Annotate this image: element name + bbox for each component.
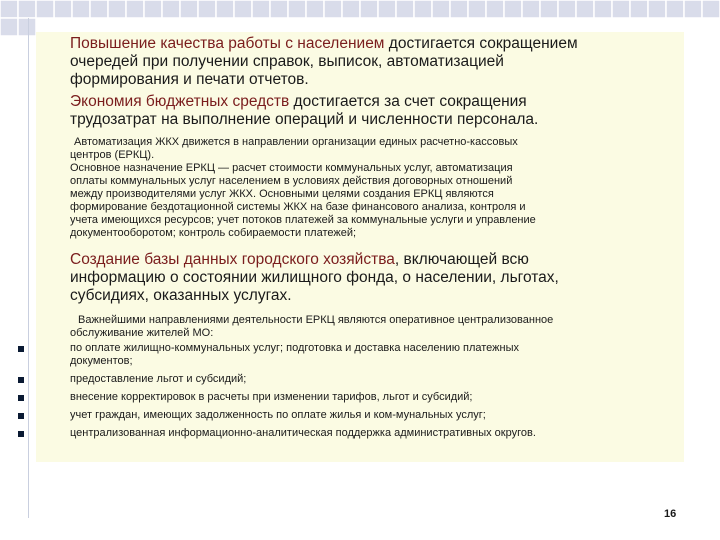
decorative-square (360, 0, 378, 18)
decorative-square (18, 18, 36, 36)
bullet-item-2: предоставление льгот и субсидий; (70, 373, 247, 385)
bullet-item-5: централизованная информационно-аналитическая поддержка административных округов. (70, 427, 536, 439)
decorative-square (288, 0, 306, 18)
paragraph-3-line-8: документооборотом; контроль собираемости платежей; (70, 227, 357, 239)
decorative-square (450, 0, 468, 18)
decorative-square (0, 0, 18, 18)
bullet-item-1: по оплате жилищно-коммунальных услуг; подготовка и доставка населению платежных (70, 342, 520, 354)
decorative-square (594, 0, 612, 18)
decorative-square (504, 0, 522, 18)
decorative-square (126, 0, 144, 18)
decorative-square (576, 0, 594, 18)
bullet-marker (18, 377, 24, 383)
paragraph-3-line-2: центров (ЕРКЦ). (70, 149, 155, 161)
decorative-square (234, 0, 252, 18)
paragraph-2-line-1: Экономия бюджетных средств достигается за счет сокращения (70, 93, 527, 110)
decorative-square (702, 0, 720, 18)
bullet-item-3: внесение корректировок в расчеты при изменении тарифов, льгот и субсидий; (70, 391, 473, 403)
bullet-marker (18, 395, 24, 401)
page-number: 16 (664, 508, 677, 520)
paragraph-3-line-5: между производителями услуг ЖКХ. Основными целями создания ЕРКЦ являются (70, 188, 494, 200)
decorative-square (558, 0, 576, 18)
decorative-square (522, 0, 540, 18)
decorative-square (486, 0, 504, 18)
decorative-square (432, 0, 450, 18)
decorative-square (198, 0, 216, 18)
decorative-square (648, 0, 666, 18)
bullet-item-1-continued: документов; (70, 355, 133, 367)
bullet-marker (18, 431, 24, 437)
decorative-square (630, 0, 648, 18)
paragraph-2-lead: Экономия бюджетных средств (70, 93, 290, 110)
paragraph-5-line-1: Важнейшими направлениями деятельности ЕРКЦ являются оперативное централизованное (78, 314, 554, 326)
bullet-marker (18, 413, 24, 419)
paragraph-3-line-1: Автоматизация ЖКХ движется в направлении организации единых расчетно-кассовых (74, 136, 518, 148)
decorative-square (18, 0, 36, 18)
decorative-square (396, 0, 414, 18)
decorative-square (36, 0, 54, 18)
paragraph-3-line-3: Основное назначение ЕРКЦ — расчет стоимости коммунальных услуг, автоматизация (70, 162, 513, 174)
bullet-item-4: учет граждан, имеющих задолженность по оплате жилья и ком-мунальных услуг; (70, 409, 486, 421)
paragraph-4-line-2: информацию о состоянии жилищного фонда, о населении, льготах, (70, 269, 559, 286)
decorative-square (72, 0, 90, 18)
paragraph-4-line-3: субсидиях, оказанных услугах. (70, 287, 292, 304)
paragraph-1-line-1: Повышение качества работы с населением достигается сокращением (70, 35, 578, 52)
paragraph-4-lead: Создание базы данных городского хозяйства (70, 251, 395, 268)
paragraph-5-line-2: обслуживание жителей МО: (70, 327, 214, 339)
paragraph-3-line-7: учета имеющихся ресурсов; учет потоков платежей за коммунальные услуги и управление (70, 214, 536, 226)
decorative-square (684, 0, 702, 18)
decorative-square (468, 0, 486, 18)
decorative-square (324, 0, 342, 18)
decorative-square (90, 0, 108, 18)
decorative-square (252, 0, 270, 18)
decorative-square (540, 0, 558, 18)
paragraph-3-line-6: формирование бездотационной системы ЖКХ на базе финансового анализа, контроля и (70, 201, 526, 213)
paragraph-3-line-4: оплаты коммунальных услуг населением в условиях действия договорных отношений (70, 175, 513, 187)
paragraph-1-line-3: формирования и печати отчетов. (70, 71, 309, 88)
decorative-square (0, 18, 18, 36)
decorative-square (342, 0, 360, 18)
decorative-square (306, 0, 324, 18)
decorative-square (144, 0, 162, 18)
decorative-square (378, 0, 396, 18)
bullet-marker (18, 346, 24, 352)
decorative-square (666, 0, 684, 18)
decorative-square (54, 0, 72, 18)
decorative-vertical-line (28, 18, 29, 518)
decorative-square (612, 0, 630, 18)
decorative-square (108, 0, 126, 18)
decorative-square (180, 0, 198, 18)
paragraph-2-line-2: трудозатрат на выполнение операций и численности персонала. (70, 111, 539, 128)
paragraph-4-line-1: Создание базы данных городского хозяйства, включающей всю (70, 251, 529, 268)
decorative-square (270, 0, 288, 18)
paragraph-1-line-2: очередей при получении справок, выписок, автоматизацией (70, 53, 504, 70)
decorative-square (216, 0, 234, 18)
decorative-square (414, 0, 432, 18)
decorative-square (162, 0, 180, 18)
paragraph-1-lead: Повышение качества работы с населением (70, 35, 385, 52)
